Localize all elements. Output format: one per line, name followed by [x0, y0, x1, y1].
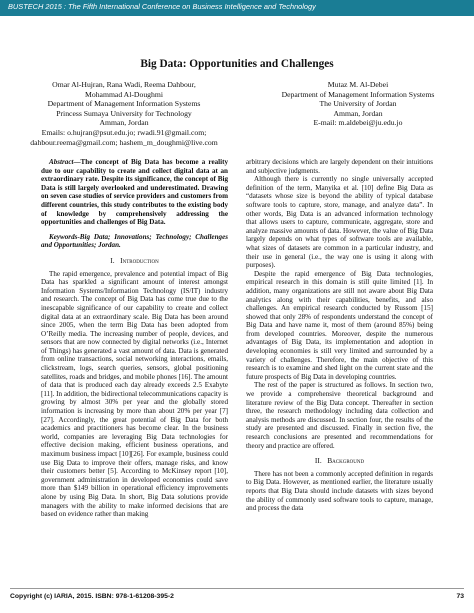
author-block-right — [242, 80, 474, 128]
section-heading-introduction — [41, 257, 228, 266]
paragraph: arbitrary decisions which are largely dependent on their intuitions and subjective judgments. — [246, 158, 433, 175]
footer-divider — [10, 588, 464, 589]
section-heading-background — [246, 457, 433, 466]
author-name: Mutaz M. Al-Debei — [327, 80, 389, 89]
paragraph: The rest of the paper is structured as follows. In section two, we provide a comprehensive theoretical background and literature review of the Big Data concept. Thereafter in section three, the research methodology including data collection and analysis methods are discussed. In section four, the results of the study are presented and discussed. Finally in section five, the research conclusions are presented and recommendations for theory and practice are offered. — [246, 381, 433, 450]
author-emails-line2: dahbour.reema@gmail.com; hashem_m_doughmi@live.com — [30, 137, 218, 147]
author-university: Princess Sumaya University for Technology — [56, 108, 192, 118]
section-number: I. — [110, 255, 115, 265]
author-names-line1: Omar Al-Hujran, Rana Wadi, Reema Dahbour, — [52, 80, 196, 89]
author-city: Amman, Jordan — [99, 118, 149, 128]
paragraph: There has not been a commonly accepted definition in regards to Big Data. However, as mentioned earlier, the literature usually reports that Big Data should include datasets with sizes beyond the ability of commonly used software tools to capture, manage, and process the data — [246, 469, 433, 513]
page-number: 73 — [456, 593, 464, 600]
author-emails-line1: Emails: o.hujran@psut.edu.jo; rwadi.91@gmail.com; — [41, 127, 207, 137]
conference-header — [0, 0, 474, 16]
right-column — [246, 158, 433, 513]
paragraph: Despite the rapid emergence of Big Data technologies, empirical research in this domain is still quite limited [1]. In addition, many organizations are still not aware about Big Data analytics along with their capabilities, benefits, and also challenges. An empirical research conducted by Russom [15] showed that only 28% of respondents understand the concept of Big Data and have name it, most of them (around 85%) being from developed countries. Moreover, despite the numerous advantages of Big Data, its implementation and adoption in developing economies is still very limited and surrounded by a variety of challenges. Therefore, the main objective of this research is to examine and shed light on the current state and the future prospects of Big Data in developing countries. — [246, 269, 433, 381]
keywords — [41, 233, 228, 250]
author-city: Amman, Jordan — [333, 108, 383, 118]
author-university: The University of Jordan — [319, 99, 397, 109]
author-department: Department of Management Information Systems — [47, 99, 201, 109]
author-block-left — [0, 80, 248, 147]
section-title: Introduction — [120, 255, 159, 265]
keywords-text: Big Data; Innovations; Technology; Challenges and Opportunities; Jordan. — [41, 232, 228, 250]
paragraph: Although there is currently no single universally accepted definition of the term, Manyika et al. [10] define Big Data as “datasets whose size is beyond the ability of typical database software tools to capture, store, manage, and analyze data”. In other words, Big Data is an advanced information technology that allows users to capture, communicate, aggregate, store and analyze massive amounts of data. However, the value of Big Data largely depends on what types of software tools are available, what sizes of datasets are common in a particular industry, and their use in general (i.e., the way one is using it along with purposes). — [246, 175, 433, 270]
section-number: II. — [314, 456, 322, 466]
section-title: Background — [327, 456, 365, 466]
left-column — [41, 158, 228, 519]
author-names-line2: Mohammad Al-Doughmi — [85, 89, 163, 99]
abstract-label: Abstract — [49, 158, 74, 166]
paragraph: The rapid emergence, prevalence and potential impact of Big Data has sparkled a significant amount of interest amongst Information Systems/Information Technology (IS/IT) industry and research. The concept of Big Data has come true due to the inescapable significance of our capability to create and collect digital data at an extraordinary scale. Big Data has been around since 2005, when the term Big Data has been adopted from O’Reilly media. The increasing number of people, devices, and sensors that are now connected by digital networks (i.e., Internet of Things) has generated a vast amount of data. Data is generated from online transactions, social networking interactions, emails, clickstream, logs, search queries, sensors, global positioning satellites, roads and bridges, and mobile phones [16]. The amount of data that is produced each day already exceeds 2.5 Exabyte [11]. In addition, the bidirectional telecommunications capacity is growing by almost 30% per year and the globally stored information is increasing by more than about 20% per year [7][27]. Accordingly, the great potential of Big Data for both academics and practitioners has become clear. In the business world, companies are leveraging Big Data technologies for effective decision making, efficient business operations, and maximum business impact [10][26]. For example, business could use Big Data to improve their offers, manage risks, and know their customers better [5]. According to McKinsey report [10], government administration in developed economies could save more than $149 billion in operational efficiency improvements alone by using Big Data. In short, Big Data solutions provide managers with the ability to make informed decisions that are based on evidence rather than making — [41, 269, 228, 519]
conference-header-text: BUSTECH 2015 : The Fifth International Conference on Business Intelligence and Technology — [8, 2, 316, 11]
paper-title: Big Data: Opportunities and Challenges — [140, 58, 334, 70]
abstract-text: —The concept of Big Data has become a reality due to our capability to create and collect digital data at an extraordinary rate. Despite its significance, the concept of Big Data is still largely overlooked and underestimated. Drawing on seven case studies of service providers and customers from different countries, this study contributes to the existing body of knowledge by comprehensively addressing the opportunities and challenges of Big Data. — [41, 158, 228, 227]
author-email: E-mail: m.aldebei@ju.edu.jo — [313, 118, 403, 128]
footer-copyright: Copyright (c) IARIA, 2015. ISBN: 978-1-61208-395-2 — [10, 593, 174, 600]
abstract — [41, 158, 228, 227]
keywords-label: Keywords- — [49, 232, 80, 241]
author-department: Department of Management Information Systems — [281, 89, 435, 99]
